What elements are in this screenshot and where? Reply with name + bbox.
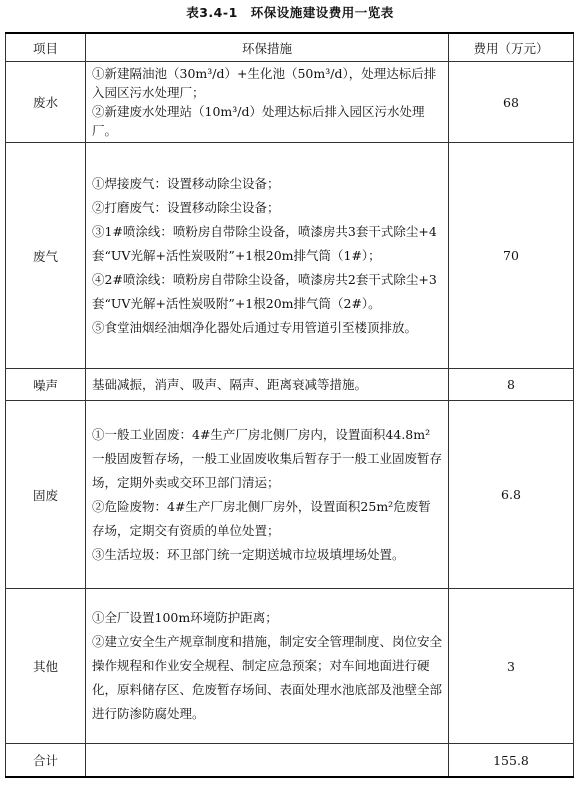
table-row-exhaust-gas [6,143,574,369]
total-cost: 155.8 [449,744,574,778]
row-cost: 70 [449,143,574,369]
row-measures [86,369,449,401]
header-measures: 环保措施 [86,33,449,62]
total-measures [86,744,449,778]
row-measures [86,62,449,143]
measure-line: 基础减振，消声、吸声、隔声、距离衰减等措施。 [92,377,368,392]
measure-line: ④2#喷涂线：喷粉房自带除尘设备，喷漆房共2套干式除尘+3套“UV光解+活性炭吸附”+1根20m排气筒（2#）。 [92,271,437,311]
measure-line: ③生活垃圾：环卫部门统一定期送城市垃圾填埋场处置。 [92,546,405,562]
row-cost: 6.8 [449,401,574,589]
measure-line: ②新建废水处理站（10m³/d）处理达标后排入园区污水处理厂。 [92,104,425,138]
row-measures [86,143,449,369]
table-row-wastewater [6,62,574,143]
row-cost: 8 [449,369,574,401]
table-row-total [6,744,574,778]
row-cost: 68 [449,62,574,143]
measure-line: ②建立安全生产规章制度和措施，制定安全管理制度、岗位安全操作规程和作业安全规程、制定应急预案；对车间地面进行硬化，原料储存区、危废暂存场间、表面处理水池底部及池壁全部进行防渗防腐处理。 [92,634,443,721]
measure-line: ⑤食堂油烟经油烟净化器处后通过专用管道引至楼顶排放。 [92,319,418,335]
measure-line: ①全厂设置100m环境防护距离； [92,610,278,625]
table-caption: 表3.4-1 环保设施建设费用一览表 [186,5,394,20]
header-item: 项目 [6,33,86,62]
row-measures [86,401,449,589]
measure-line: ①新建隔油池（30m³/d）+生化池（50m³/d），处理达标后排入园区污水处理厂； [92,66,437,100]
table-row-solid-waste [6,401,574,589]
table-header-row [6,33,574,62]
header-cost: 费用（万元） [449,33,574,62]
row-item: 废水 [6,62,86,143]
measure-line: ②危险废物：4#生产厂房北侧厂房外，设置面积25m²危废暂存场，定期交有资质的单位处置； [92,498,431,538]
measure-line: ②打磨废气：设置移动除尘设备； [92,199,280,215]
table-row-other [6,589,574,744]
cost-table [5,32,574,778]
row-measures [86,589,449,744]
row-item: 废气 [6,143,86,369]
measure-line: ①一般工业固废：4#生产厂房北侧厂房内，设置面积44.8m²一般固废暂存场，一般工业固废收集后暂存于一般工业固废暂存场，定期外卖或交环卫部门清运； [92,426,443,490]
row-cost: 3 [449,589,574,744]
measure-line: ①焊接废气：设置移动除尘设备； [92,175,280,191]
row-item: 其他 [6,589,86,744]
table-row-noise [6,369,574,401]
row-item: 噪声 [6,369,86,401]
total-label: 合计 [6,744,86,778]
measure-line: ③1#喷涂线：喷粉房自带除尘设备，喷漆房共3套干式除尘+4套“UV光解+活性炭吸附”+1根20m排气筒（1#）； [92,223,437,263]
row-item: 固废 [6,401,86,589]
